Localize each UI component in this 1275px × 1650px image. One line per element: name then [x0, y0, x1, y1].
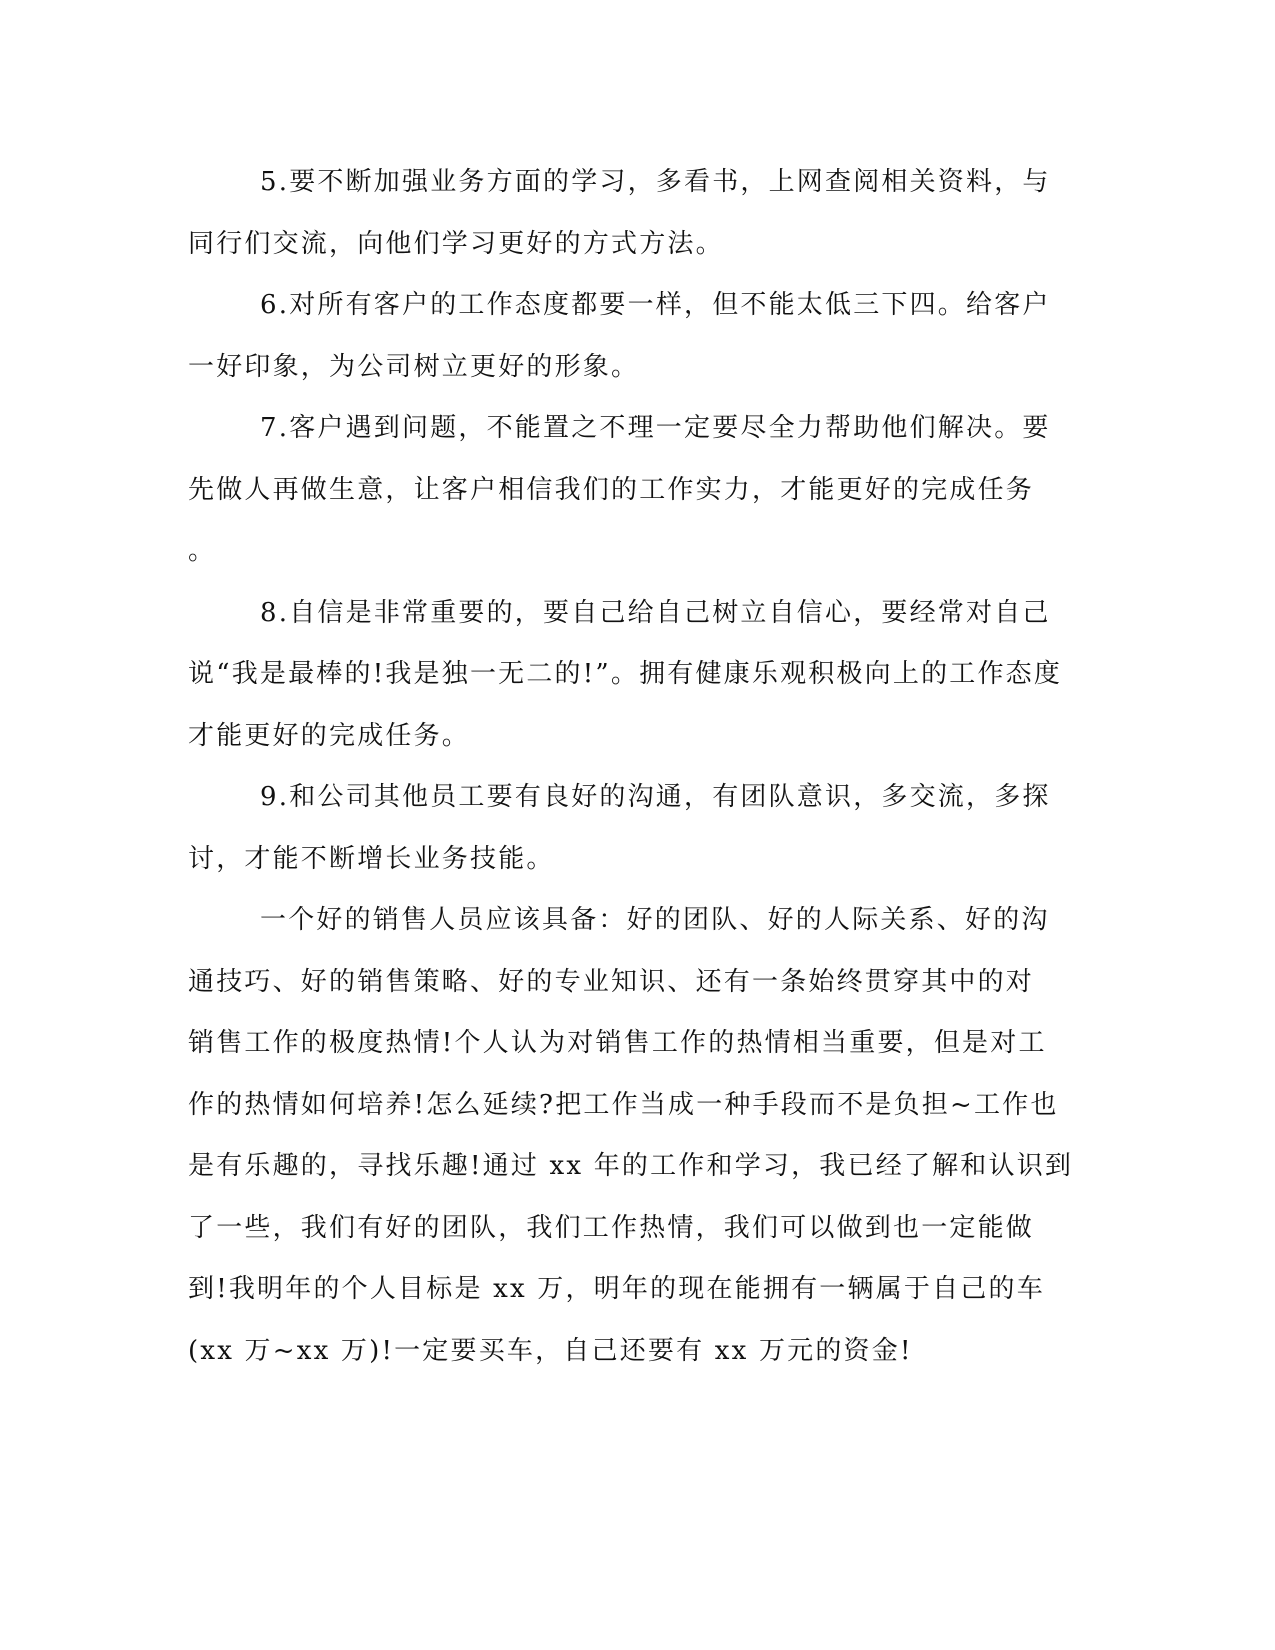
text-line: 讨，才能不断增长业务技能。 — [188, 843, 555, 874]
text-line: 一个好的销售人员应该具备：好的团队、好的人际关系、好的沟 — [260, 905, 1050, 935]
paragraph-item-7 — [188, 398, 1088, 583]
text-line: 才能更好的完成任务。 — [188, 720, 471, 751]
text-line: 是有乐趣的，寻找乐趣!通过 xx 年的工作和学习，我已经了解和认识到 — [188, 1151, 1074, 1181]
text-line: 9.和公司其他员工要有良好的沟通，有团队意识，多交流，多探 — [260, 782, 1051, 812]
text-line: 了一些，我们有好的团队，我们工作热情，我们可以做到也一定能做 — [188, 1212, 1035, 1243]
paragraph-item-6 — [188, 275, 1088, 398]
paragraph-item-5 — [188, 152, 1088, 275]
text-line: 5.要不断加强业务方面的学习，多看书，上网查阅相关资料，与 — [260, 167, 1051, 197]
text-line: 7.客户遇到问题，不能置之不理一定要尽全力帮助他们解决。要 — [260, 413, 1051, 443]
text-line: 8.自信是非常重要的，要自己给自己树立自信心，要经常对自己 — [260, 597, 1051, 628]
text-line: 作的热情如何培养!怎么延续?把工作当成一种手段而不是负担~工作也 — [188, 1089, 1059, 1120]
text-line: 。 — [188, 536, 217, 566]
document-body — [188, 152, 1088, 1382]
paragraph-item-9 — [188, 767, 1088, 890]
text-line: 6.对所有客户的工作态度都要一样，但不能太低三下四。给客户 — [260, 290, 1051, 320]
text-line: 销售工作的极度热情!个人认为对销售工作的热情相当重要，但是对工 — [188, 1028, 1047, 1058]
text-line: 说“我是最棒的!我是独一无二的!”。拥有健康乐观积极向上的工作态度 — [188, 659, 1063, 689]
text-line: 一好印象，为公司树立更好的形象。 — [188, 351, 640, 382]
text-line: 到!我明年的个人目标是 xx 万，明年的现在能拥有一辆属于自己的车 — [188, 1274, 1045, 1304]
paragraph-sales-summary — [188, 890, 1088, 1382]
text-line: (xx 万~xx 万)!一定要买车，自己还要有 xx 万元的资金! — [188, 1335, 913, 1366]
text-line: 先做人再做生意，让客户相信我们的工作实力，才能更好的完成任务 — [188, 474, 1035, 505]
paragraph-item-8 — [188, 583, 1088, 768]
text-line: 同行们交流，向他们学习更好的方式方法。 — [188, 228, 724, 259]
text-line: 通技巧、好的销售策略、好的专业知识、还有一条始终贯穿其中的对 — [188, 966, 1035, 997]
